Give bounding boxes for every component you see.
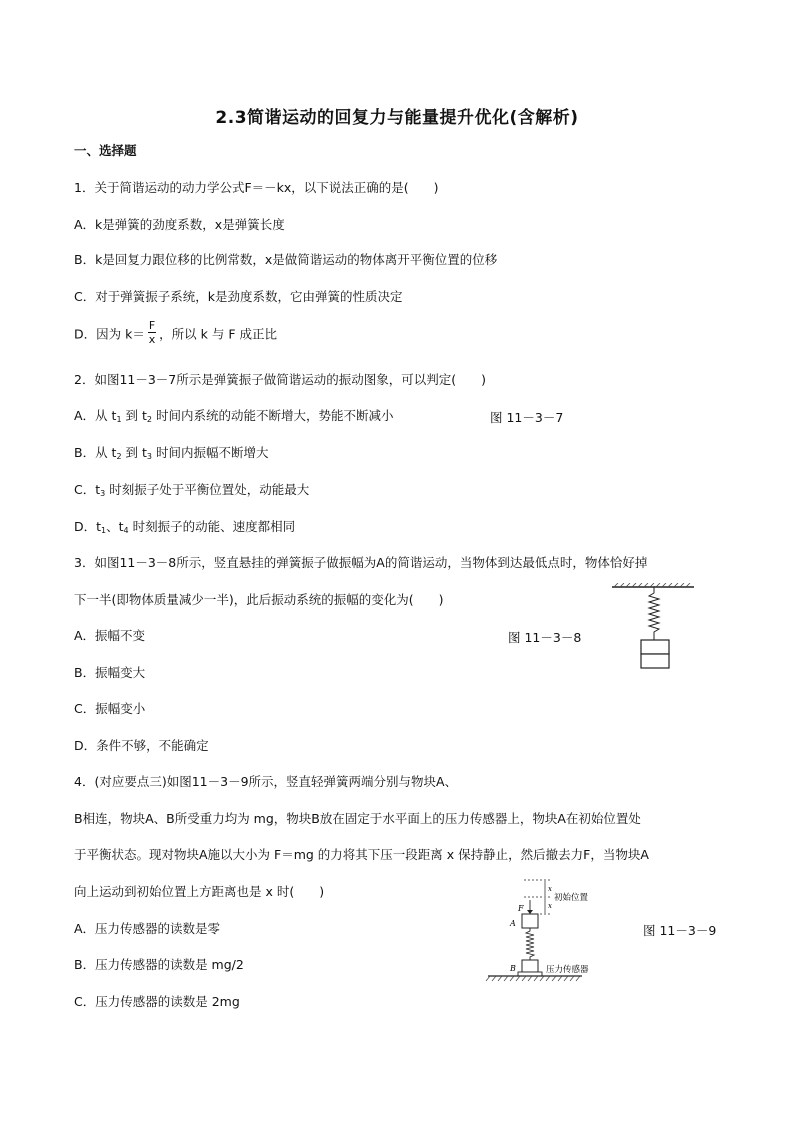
q3-option-b[interactable]: B．振幅变大 bbox=[74, 665, 146, 680]
q2-option-c[interactable] bbox=[74, 482, 309, 498]
q4-option-c[interactable]: C．压力传感器的读数是 2mg bbox=[74, 994, 240, 1009]
text: A．从 t bbox=[74, 408, 117, 423]
q3-option-a[interactable]: A．振幅不变 bbox=[74, 628, 146, 643]
q4-figure-label: 图 11－3－9 bbox=[643, 923, 717, 938]
label-B: B bbox=[510, 964, 516, 973]
q2-figure-label: 图 11－3－7 bbox=[490, 410, 564, 425]
text: 到 t bbox=[121, 445, 147, 460]
text: B．从 t bbox=[74, 445, 117, 460]
q4-stem-line2: B相连，物块A、B所受重力均为 mg，物块B放在固定于水平面上的压力传感器上，物块A在初始位置处 bbox=[74, 811, 641, 826]
q3-figure-label: 图 11－3－8 bbox=[508, 630, 582, 645]
q3-option-d[interactable]: D．条件不够，不能确定 bbox=[74, 738, 209, 753]
label-pressure-sensor: 压力传感器 bbox=[546, 965, 589, 975]
ground-hatch bbox=[486, 976, 580, 981]
q4-option-a[interactable]: A．压力传感器的读数是零 bbox=[74, 921, 221, 936]
q1-option-b[interactable]: B．k是回复力跟位移的比例常数，x是做简谐运动的物体离开平衡位置的位移 bbox=[74, 252, 498, 267]
q4-stem-line1: 4．(对应要点三)如图11－3－9所示，竖直轻弹簧两端分别与物块A、 bbox=[74, 774, 458, 789]
force-arrowhead bbox=[527, 910, 533, 914]
figure-spring-sensor bbox=[484, 876, 634, 988]
subscript: 3 bbox=[146, 452, 152, 461]
subscript: 1 bbox=[101, 526, 107, 535]
q4-stem-line3: 于平衡状态。现对物块A施以大小为 F＝mg 的力将其下压一段距离 x 保持静止，然后撤去力F，当物块A bbox=[74, 847, 649, 862]
q4-option-b[interactable]: B．压力传感器的读数是 mg/2 bbox=[74, 957, 244, 972]
q1-option-d-prefix: D．因为 k＝ bbox=[74, 326, 145, 342]
fraction bbox=[148, 320, 156, 346]
q4-stem-line4: 向上运动到初始位置上方距离也是 x 时( ) bbox=[74, 884, 325, 899]
text: C．t bbox=[74, 482, 101, 497]
q3-stem-line2: 下一半(即物体质量减少一半)，此后振动系统的振幅的变化为( ) bbox=[74, 592, 444, 607]
q2-stem: 2．如图11－3－7所示是弹簧振子做简谐运动的振动图象，可以判定( ) bbox=[74, 372, 487, 387]
text: 到 t bbox=[121, 408, 147, 423]
figure-hanging-spring bbox=[608, 583, 698, 675]
q3-option-c[interactable]: C．振幅变小 bbox=[74, 701, 146, 716]
spring bbox=[649, 587, 659, 640]
subscript: 4 bbox=[123, 526, 129, 535]
label-x-upper: x bbox=[548, 885, 552, 893]
text: 时间内系统的动能不断增大，势能不断减小 bbox=[151, 408, 394, 423]
text: D．t bbox=[74, 519, 102, 534]
text: 、t bbox=[106, 519, 124, 534]
label-x-lower: x bbox=[548, 902, 552, 910]
fraction-numerator: F bbox=[148, 319, 156, 332]
subscript: 3 bbox=[100, 489, 106, 498]
block-top-half bbox=[641, 640, 669, 654]
q1-stem: 1．关于简谐运动的动力学公式F＝－kx，以下说法正确的是( ) bbox=[74, 180, 439, 195]
block-A bbox=[522, 914, 538, 928]
label-initial-position: 初始位置 bbox=[554, 893, 589, 903]
spring bbox=[526, 928, 534, 960]
subscript: 1 bbox=[116, 415, 122, 424]
label-F: F bbox=[518, 904, 524, 913]
label-A: A bbox=[510, 919, 516, 928]
document-title: 2.3简谐运动的回复力与能量提升优化(含解析) bbox=[215, 108, 579, 128]
text: 时刻振子处于平衡位置处，动能最大 bbox=[105, 482, 310, 497]
subscript: 2 bbox=[116, 452, 122, 461]
q2-option-b[interactable] bbox=[74, 445, 268, 461]
fraction-denominator: x bbox=[148, 333, 156, 346]
q1-option-c[interactable]: C．对于弹簧振子系统，k是劲度系数，它由弹簧的性质决定 bbox=[74, 289, 403, 304]
block-B bbox=[522, 960, 538, 972]
q1-option-a[interactable]: A．k是弹簧的劲度系数，x是弹簧长度 bbox=[74, 217, 285, 232]
q1-option-d[interactable] bbox=[74, 319, 277, 348]
section-heading: 一、选择题 bbox=[74, 143, 137, 158]
block-bottom-half bbox=[641, 654, 669, 668]
q2-option-a[interactable] bbox=[74, 408, 393, 424]
text: 时刻振子的动能、速度都相同 bbox=[128, 519, 296, 534]
q2-option-d[interactable] bbox=[74, 519, 295, 535]
text: 时间内振幅不断增大 bbox=[152, 445, 269, 460]
q3-stem-line1: 3．如图11－3－8所示，竖直悬挂的弹簧振子做振幅为A的简谐运动，当物体到达最低点时，物体恰好掉 bbox=[74, 555, 648, 570]
subscript: 2 bbox=[146, 415, 152, 424]
q1-option-d-suffix: ，所以 k 与 F 成正比 bbox=[159, 326, 277, 342]
